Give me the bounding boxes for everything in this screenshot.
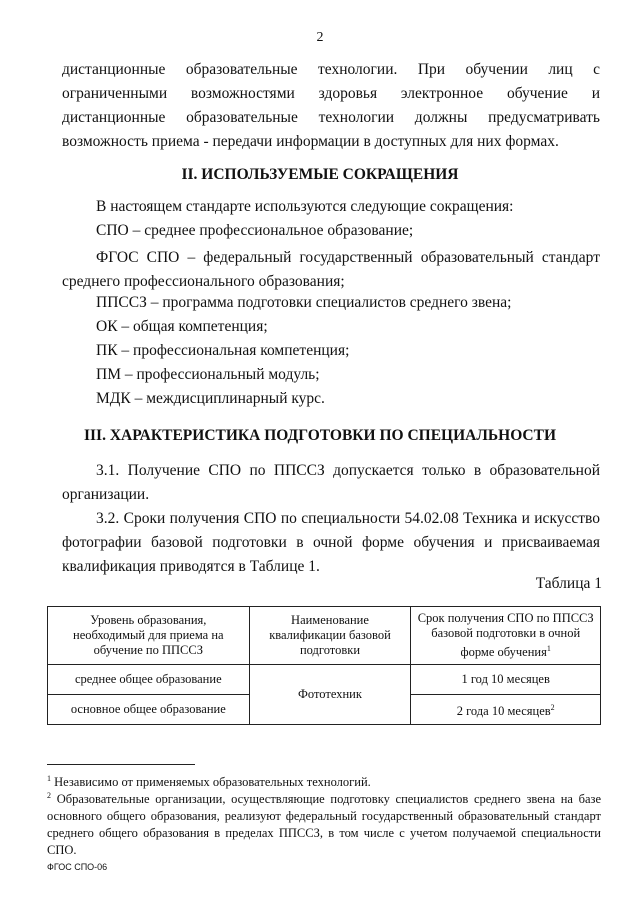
cell-term: 1 год 10 месяцев (411, 665, 601, 695)
footnote-2 (47, 787, 601, 859)
cell-term: 2 года 10 месяцев$^2$ (411, 695, 601, 725)
section-2-title: II. ИСПОЛЬЗУЕМЫЕ СОКРАЩЕНИЯ (181, 166, 459, 183)
abbr-item: ППССЗ – программа подготовки специалистов среднего звена; (96, 294, 512, 311)
paragraph-3-1: 3.1. Получение СПО по ППССЗ допускается только в образовательной организации. (62, 462, 600, 503)
footnote-text: Образовательные организации, осуществляющие подготовку специалистов среднего звена на базе основного общего образования, реализуют федеральный государственный образовательный стандарт среднего общего образования в пределах ППССЗ, в том числе с учетом получаемой специальности СПО. (47, 792, 601, 858)
abbr-item: СПО – среднее профессиональное образование; (96, 222, 414, 239)
table-caption: Таблица 1 (535, 575, 602, 592)
intro-paragraph: дистанционные образовательные технологии. При обучении лиц с ограниченными возможностями здоровья электронное обучение и дистанционные образовательные технологии должны предусматривать возможность приема - передачи информации в доступных для них формах. (62, 61, 600, 150)
qualification-table (47, 606, 601, 725)
footnote-mark: 1 (47, 774, 51, 783)
table-row (48, 665, 601, 695)
paragraph-3-2: 3.2. Сроки получения СПО по специальности 54.02.08 Техника и искусство фотографии базовой подготовки в очной форме обучения и присваиваемая квалификация приводятся в Таблице 1. (62, 510, 600, 575)
footnote-ref: 2 (550, 703, 555, 713)
abbreviations-intro: В настоящем стандарте используются следующие сокращения: (96, 198, 514, 215)
document-code: ФГОС СПО-06 (47, 862, 108, 872)
footnote-text: Независимо от применяемых образовательных технологий. (54, 775, 371, 790)
abbr-item: МДК – междисциплинарный курс. (96, 390, 325, 407)
header-qualification: Наименование квалификации базовой подготовки (249, 607, 411, 665)
abbr-item: ПМ – профессиональный модуль; (96, 366, 320, 383)
cell-education-level: основное общее образование (48, 695, 250, 725)
footnote-divider (47, 764, 195, 765)
abbr-item: ФГОС СПО – федеральный государственный образовательный стандарт среднего профессионального образования; (62, 249, 600, 290)
header-education-level: Уровень образования, необходимый для приема на обучение по ППССЗ (48, 607, 250, 665)
abbr-item: ПК – профессиональная компетенция; (96, 342, 350, 359)
header-term: Срок получения СПО по ППССЗ базовой подготовки в очной форме обучения$^1$ (411, 607, 601, 665)
table-header-row (48, 607, 601, 665)
footnote-ref: 1 (546, 644, 551, 653)
section-3-title: III. ХАРАКТЕРИСТИКА ПОДГОТОВКИ ПО СПЕЦИАЛЬНОСТИ (83, 427, 557, 444)
abbr-item: ОК – общая компетенция; (96, 318, 268, 335)
page-number: 2 (316, 30, 324, 45)
cell-qualification: Фототехник (249, 665, 411, 725)
cell-education-level: среднее общее образование (48, 665, 250, 695)
footnote-mark: 2 (47, 791, 51, 800)
